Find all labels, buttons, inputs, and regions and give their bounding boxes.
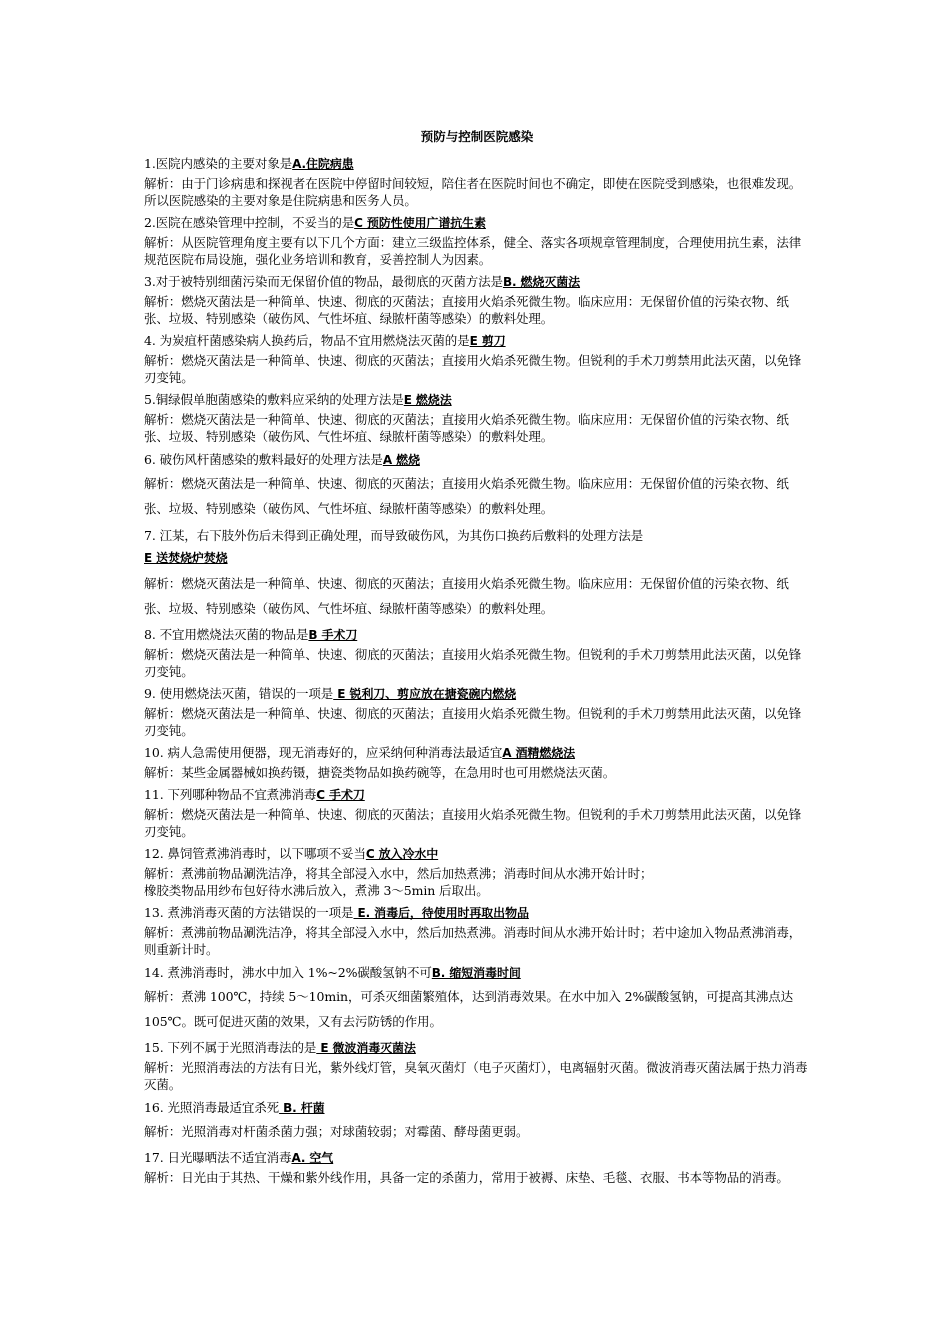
question-text (144, 626, 810, 644)
question-stem: 5.铜绿假单胞菌感染的敷料应采纳的处理方法是 (144, 392, 404, 407)
question-text (144, 451, 810, 469)
explanation-text: 解析：日光由于其热、干燥和紫外线作用，具备一定的杀菌力，常用于被褥、床垫、毛毯、衣服、书本等物品的消毒。 (144, 1170, 789, 1185)
question-text (144, 214, 810, 232)
answer-text: A 燃烧 (382, 453, 420, 467)
question-item (144, 391, 810, 445)
question-stem: 13. 煮沸消毒灭菌的方法错误的一项是 (144, 905, 354, 920)
question-item (144, 214, 810, 268)
explanation-text: 解析：由于门诊病患和探视者在医院中停留时间较短，陪住者在医院时间也不确定，即使在医院受到感染，也很难发现。所以医院感染的主要对象是住院病患和医务人员。 (144, 176, 802, 208)
page-title: 预防与控制医院感染 (420, 129, 534, 144)
question-item (144, 786, 810, 840)
explanation-text: 解析：光照消毒对杆菌杀菌力强；对球菌较弱；对霉菌、酵母菌更弱。 (144, 1124, 529, 1139)
question-text (144, 1039, 810, 1057)
answer-text: B. 燃烧灭菌法 (502, 275, 581, 289)
question-item (144, 1149, 810, 1186)
question-stem: 15. 下列不属于光照消毒法的是 (144, 1040, 317, 1055)
explanation-text: 解析：燃烧灭菌法是一种简单、快速、彻底的灭菌法；直接用火焰杀死微生物。临床应用：无保留价值的污染衣物、纸张、垃圾、特别感染（破伤风、气性坏疽、绿脓杆菌等感染）的敷料处理。 (144, 412, 789, 444)
question-stem: 2.医院在感染管理中控制，不妥当的是 (144, 215, 355, 230)
answer-text: E 微波消毒灭菌法 (316, 1041, 416, 1055)
explanation-text: 解析：燃烧灭菌法是一种简单、快速、彻底的灭菌法；直接用火焰杀死微生物。但锐利的手术刀剪禁用此法灭菌，以免锋刃变钝。 (144, 807, 802, 839)
answer-text: E 送焚烧炉焚烧 (144, 551, 228, 565)
question-list (144, 155, 810, 1186)
answer-text: B. 缩短消毒时间 (431, 966, 521, 980)
question-item (144, 845, 810, 899)
explanation-text: 解析：某些金属器械如换药镊，搪瓷类物品如换药碗等，在急用时也可用燃烧法灭菌。 (144, 765, 616, 780)
question-item (144, 451, 810, 521)
question-stem: 8. 不宜用燃烧法灭菌的物品是 (144, 627, 309, 642)
answer-text: E 剪刀 (469, 334, 506, 348)
question-text (144, 527, 810, 544)
question-stem: 6. 破伤风杆菌感染的敷料最好的处理方法是 (144, 452, 383, 467)
explanation-text: 解析：燃烧灭菌法是一种简单、快速、彻底的灭菌法；直接用火焰杀死微生物。但锐利的手术刀剪禁用此法灭菌，以免锋刃变钝。 (144, 353, 802, 385)
question-item (144, 155, 810, 209)
question-text (144, 685, 810, 703)
explanation-text: 解析：燃烧灭菌法是一种简单、快速、彻底的灭菌法；直接用火焰杀死微生物。临床应用：无保留价值的污染衣物、纸张、垃圾、特别感染（破伤风、气性坏疽、绿脓杆菌等感染）的敷料处理。 (144, 476, 789, 516)
question-stem: 11. 下列哪种物品不宜煮沸消毒 (144, 787, 317, 802)
question-stem: 1.医院内感染的主要对象是 (144, 156, 293, 171)
explanation-text: 解析：燃烧灭菌法是一种简单、快速、彻底的灭菌法；直接用火焰杀死微生物。临床应用：无保留价值的污染衣物、纸张、垃圾、特别感染（破伤风、气性坏疽、绿脓杆菌等感染）的敷料处理。 (144, 294, 789, 326)
question-stem: 9. 使用燃烧法灭菌，错误的一项是 (144, 686, 334, 701)
question-item (144, 904, 810, 958)
question-text (144, 786, 810, 804)
answer-text: A. 空气 (291, 1151, 334, 1165)
answer-line (144, 547, 810, 569)
question-text (144, 964, 810, 982)
question-text (144, 155, 810, 173)
answer-text: E 燃烧法 (403, 393, 452, 407)
question-stem: 16. 光照消毒最适宜杀死 (144, 1100, 280, 1115)
answer-text: A 酒精燃烧法 (502, 746, 576, 760)
question-item (144, 527, 810, 621)
question-item (144, 685, 810, 739)
question-text (144, 904, 810, 922)
question-text (144, 744, 810, 762)
answer-text: C 放入冷水中 (365, 847, 439, 861)
explanation-text: 解析：煮沸前物品涮洗洁净，将其全部浸入水中，然后加热煮沸；消毒时间从水沸开始计时； 橡胶类物品用纱布包好待水沸后放入，煮沸 3～5min 后取出。 (144, 866, 653, 898)
question-text (144, 845, 810, 863)
explanation-text: 解析：燃烧灭菌法是一种简单、快速、彻底的灭菌法；直接用火焰杀死微生物。但锐利的手术刀剪禁用此法灭菌，以免锋刃变钝。 (144, 647, 802, 679)
question-item (144, 332, 810, 386)
question-stem: 3.对于被特别细菌污染而无保留价值的物品，最彻底的灭菌方法是 (144, 274, 503, 289)
question-text (144, 391, 810, 409)
question-text (144, 273, 810, 291)
explanation-text: 解析：从医院管理角度主要有以下几个方面：建立三级监控体系，健全、落实各项规章管理制度，合理使用抗生素，法律规范医院布局设施，强化业务培训和教育，妥善控制人为因素。 (144, 235, 802, 267)
explanation-text: 解析：煮沸 100℃，持续 5～10min，可杀灭细菌繁殖体，达到消毒效果。在水中加入 2%碳酸氢钠，可提高其沸点达 105℃。既可促进灭菌的效果，又有去污防锈的作用。 (144, 989, 794, 1029)
question-item (144, 744, 810, 781)
question-item (144, 1099, 810, 1144)
question-stem: 14. 煮沸消毒时，沸水中加入 1%~2%碳酸氢钠不可 (144, 965, 432, 980)
answer-text: A.住院病患 (292, 157, 354, 171)
answer-text: E. 消毒后，待使用时再取出物品 (353, 906, 529, 920)
explanation-text: 解析：煮沸前物品涮洗洁净，将其全部浸入水中，然后加热煮沸。消毒时间从水沸开始计时；若中途加入物品煮沸消毒，则重新计时。 (144, 925, 802, 957)
answer-text: E 锐利刀、剪应放在搪瓷碗内燃烧 (333, 687, 517, 701)
question-text (144, 1099, 810, 1117)
question-stem: 12. 鼻饲管煮沸消毒时，以下哪项不妥当 (144, 846, 366, 861)
answer-text: C 预防性使用广谱抗生素 (354, 216, 486, 230)
question-item (144, 626, 810, 680)
question-stem: 17. 日光曝晒法不适宜消毒 (144, 1150, 292, 1165)
answer-text: C 手术刀 (316, 788, 365, 802)
question-stem: 10. 病人急需使用便器，现无消毒好的，应采纳何种消毒法最适宜 (144, 745, 503, 760)
explanation-text: 解析：燃烧灭菌法是一种简单、快速、彻底的灭菌法；直接用火焰杀死微生物。临床应用：无保留价值的污染衣物、纸张、垃圾、特别感染（破伤风、气性坏疽、绿脓杆菌等感染）的敷料处理。 (144, 576, 789, 616)
explanation-text: 解析：光照消毒法的方法有日光，紫外线灯管，臭氧灭菌灯（电子灭菌灯），电离辐射灭菌。微波消毒灭菌法属于热力消毒灭菌。 (144, 1060, 808, 1092)
question-item (144, 273, 810, 327)
question-item (144, 1039, 810, 1093)
question-stem: 4. 为炭疽杆菌感染病人换药后，物品不宜用燃烧法灭菌的是 (144, 333, 470, 348)
explanation-text: 解析：燃烧灭菌法是一种简单、快速、彻底的灭菌法；直接用火焰杀死微生物。但锐利的手术刀剪禁用此法灭菌，以免锋刃变钝。 (144, 706, 802, 738)
answer-text: B. 杆菌 (279, 1101, 325, 1115)
question-stem: 7. 江某，右下肢外伤后未得到正确处理，而导致破伤风，为其伤口换药后敷料的处理方法是 (144, 528, 644, 543)
question-item (144, 964, 810, 1034)
question-text (144, 1149, 810, 1167)
question-text (144, 332, 810, 350)
answer-text: B 手术刀 (308, 628, 358, 642)
